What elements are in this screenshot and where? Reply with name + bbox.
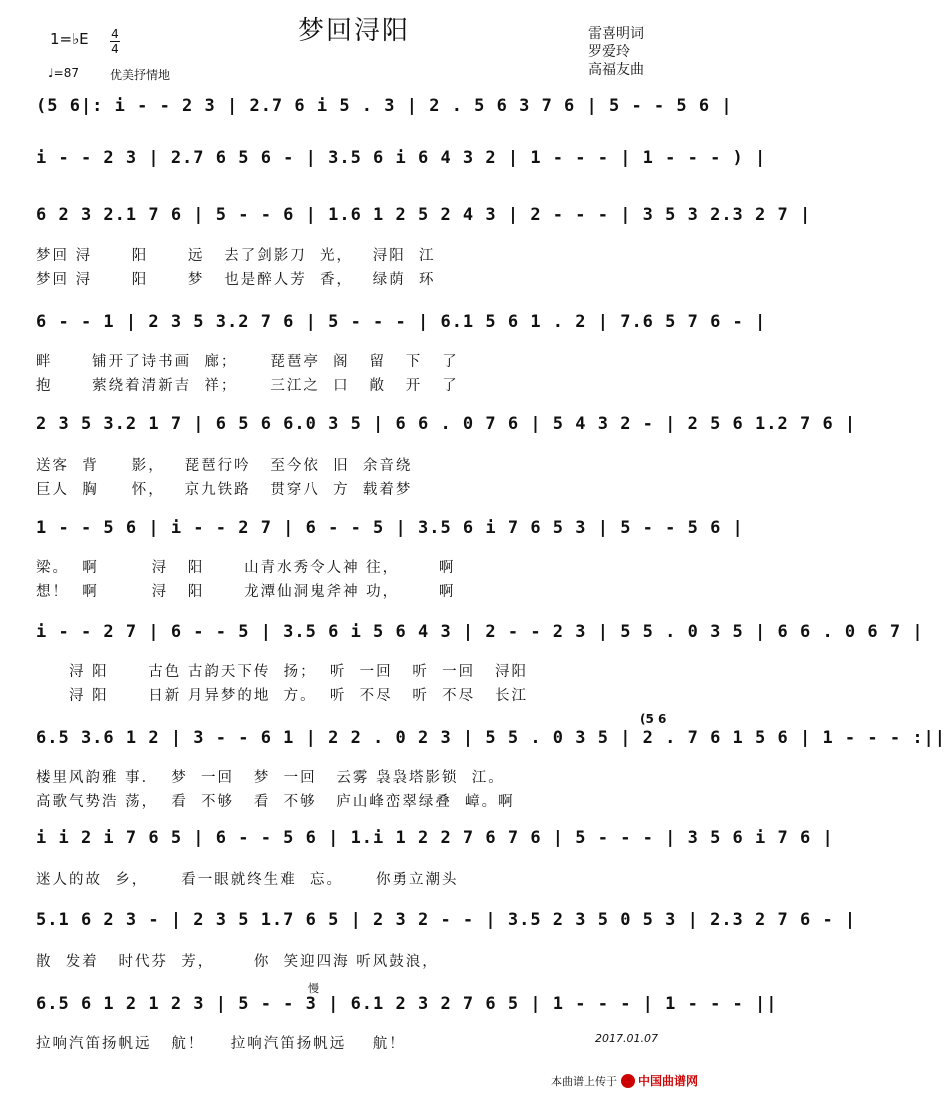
score-line-11: 6.5 6 1 2 1 2 3 | 5 - - 3 | 6.1 2 3 2 7 6 5 | 1 - - - | 1 - - - || bbox=[36, 994, 778, 1014]
lyric-line-5b: 巨人 胸 怀， 京九铁路 贯穿八 方 载着梦 bbox=[36, 482, 413, 498]
lyric-line-6a: 梁。 啊 浔 阳 山青水秀令人神 往， 啊 bbox=[36, 560, 456, 576]
lyric-line-5a: 送客 背 影， 琵琶行吟 至今依 旧 余音绕 bbox=[36, 458, 413, 474]
lyric-line-3b: 梦回 浔 阳 梦 也是醉人芳 香， 绿荫 环 bbox=[36, 272, 436, 288]
mood-marking: 优美抒情地 bbox=[110, 68, 171, 82]
time-top: 4 bbox=[111, 27, 119, 41]
lyric-line-6b: 想！ 啊 浔 阳 龙潭仙洞鬼斧神 功， 啊 bbox=[36, 584, 456, 600]
lyric-line-4b: 抱 萦绕着清新吉 祥； 三江之 口 敞 开 了 bbox=[36, 378, 459, 394]
lyric-line-9: 迷人的故 乡， 看一眼就终生难 忘。 你勇立潮头 bbox=[36, 872, 459, 888]
lyric-line-4a: 畔 铺开了诗书画 廊； 琵琶亭 阁 留 下 了 bbox=[36, 354, 459, 370]
lyric-line-3a: 梦回 浔 阳 远 去了剑影刀 光， 浔阳 江 bbox=[36, 248, 436, 264]
score-line-5: 2 3 5 3.2 1 7 | 6 5 6 6.0 3 5 | 6 6 . 0 7 6 | 5 4 3 2 - | 2 5 6 1.2 7 6 | bbox=[36, 414, 857, 434]
composer-credit: 高福友曲 bbox=[588, 62, 644, 78]
logo-icon bbox=[621, 1074, 635, 1088]
key-signature: 1=♭E bbox=[50, 30, 89, 48]
lyricist-credit-2: 罗爱玲 bbox=[588, 44, 630, 60]
page-title: 梦回浔阳 bbox=[297, 16, 410, 46]
lyric-line-8b: 高歌气势浩 荡， 看 不够 看 不够 庐山峰峦翠绿叠 嶂。啊 bbox=[36, 794, 515, 810]
lyric-line-7b: 浔 阳 日新 月异梦的地 方。 听 不尽 听 不尽 长江 bbox=[36, 688, 528, 704]
score-line-4: 6 - - 1 | 2 3 5 3.2 7 6 | 5 - - - | 6.1 5 6 1 . 2 | 7.6 5 7 6 - | bbox=[36, 312, 767, 332]
lyric-line-11: 拉响汽笛扬帆远 航！ 拉响汽笛扬帆远 航！ bbox=[36, 1036, 406, 1052]
score-line-1: (5 6|: i - - 2 3 | 2.7 6 i 5 . 3 | 2 . 5 6 3 7 6 | 5 - - 5 6 | bbox=[36, 96, 733, 116]
slow-marking: 慢 bbox=[308, 982, 319, 995]
site-footer bbox=[551, 1072, 698, 1089]
lyric-line-8a: 楼里风韵雅 事． 梦 一回 梦 一回 云雾 袅袅塔影锁 江。 bbox=[36, 770, 505, 786]
date-stamp: 2017.01.07 bbox=[595, 1032, 658, 1045]
lyric-line-10: 散 发着 时代芬 芳， 你 笑迎四海 听风鼓浪， bbox=[36, 954, 439, 970]
score-line-3: 6 2 3 2.1 7 6 | 5 - - 6 | 1.6 1 2 5 2 4 3 | 2 - - - | 3 5 3 2.3 2 7 | bbox=[36, 205, 812, 225]
logo-text: 中国曲谱网 bbox=[637, 1074, 698, 1088]
lyricist-credit: 雷喜明词 bbox=[588, 26, 644, 42]
tempo-marking: ♩=87 bbox=[48, 66, 79, 80]
score-line-10: 5.1 6 2 3 - | 2 3 5 1.7 6 5 | 2 3 2 - - | 3.5 2 3 5 0 5 3 | 2.3 2 7 6 - | bbox=[36, 910, 857, 930]
score-line-8: 6.5 3.6 1 2 | 3 - - 6 1 | 2 2 . 0 2 3 | 5 5 . 0 3 5 | 2 . 7 6 1 5 6 | 1 - - - :|| bbox=[36, 728, 946, 748]
score-line-7: i - - 2 7 | 6 - - 5 | 3.5 6 i 5 6 4 3 | 2 - - 2 3 | 5 5 . 0 3 5 | 6 6 . 0 6 7 | bbox=[36, 622, 924, 642]
time-bottom: 4 bbox=[111, 42, 119, 56]
score-line-2: i - - 2 3 | 2.7 6 5 6 - | 3.5 6 i 6 4 3 2 | 1 - - - | 1 - - - ) | bbox=[36, 148, 767, 168]
site-logo[interactable] bbox=[621, 1072, 698, 1089]
ending-note: (5 6 bbox=[640, 712, 667, 726]
score-line-9: i i 2 i 7 6 5 | 6 - - 5 6 | 1.i 1 2 2 7 6 7 6 | 5 - - - | 3 5 6 i 7 6 | bbox=[36, 828, 834, 848]
time-signature bbox=[110, 28, 120, 55]
upload-text: 本曲谱上传于 bbox=[550, 1074, 617, 1088]
lyric-line-7a: 浔 阳 古色 古韵天下传 扬； 听 一回 听 一回 浔阳 bbox=[36, 664, 528, 680]
score-line-6: 1 - - 5 6 | i - - 2 7 | 6 - - 5 | 3.5 6 i 7 6 5 3 | 5 - - 5 6 | bbox=[36, 518, 744, 538]
